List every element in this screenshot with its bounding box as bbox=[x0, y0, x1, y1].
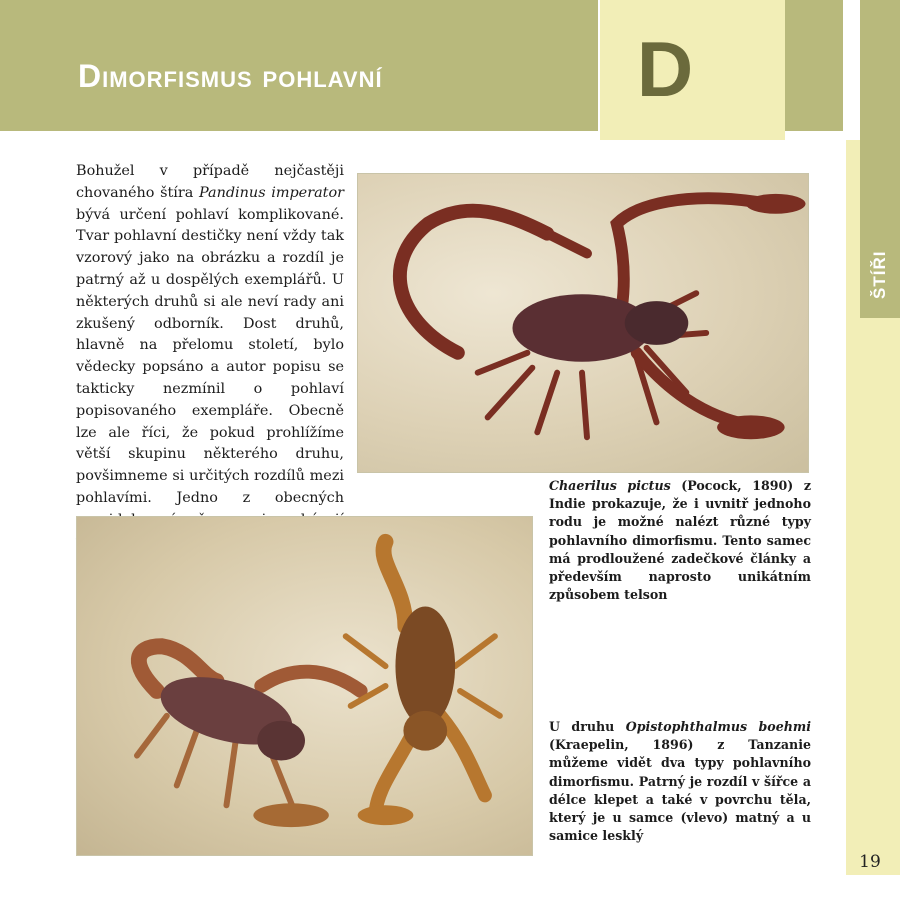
side-tab-label: ŠTÍŘI bbox=[870, 250, 889, 300]
page-number: 19 bbox=[859, 852, 881, 872]
photo-opistophthalmus-boehmi bbox=[76, 516, 533, 856]
body-paragraph bbox=[76, 161, 344, 575]
body-text-a: Bohužel v případě nejčastěji chovaného štíra bbox=[76, 163, 344, 201]
caption2-text: (Kraepelin, 1896) z Tanzanie můžeme vidět dva typy pohlavního dimorfismu. Patrný je rozdíl v šířce a délce klepet a také v povrchu těla, který je u samce (vlevo) matný a u samice lesklý bbox=[549, 737, 811, 844]
caption2-text-a: U druhu bbox=[549, 719, 626, 734]
page-title: Dimorfismus pohlavní bbox=[78, 58, 383, 94]
section-letter: D bbox=[636, 25, 694, 113]
caption1-text: (Pocock, 1890) z Indie prokazuje, že i uvnitř jednoho rodu je možné nalézt různé typy pohlavního dimorfismu. Tento samec má prodloužené zadečkové články a především naprosto unikátním způsobem telson bbox=[549, 478, 811, 603]
body-text-b: bývá určení pohlaví komplikované. Tvar pohlavní destičky není vždy tak vzorový jako na obrázku a rozdíl je patrný až u dospělých exemplářů. U některých druhů si ale neví rady ani zkušený odborník. Dost druhů, hlavně na přelomu století, bylo vědecky popsáno a autor popisu se takticky nezmínil o pohlaví popisovaného exempláře. Obecně lze ale říci, že pokud prohlížíme větší skupinu některého druhu, povšimneme si určitých rozdílů mezi pohlavími. Jedno z obecných bbox=[76, 206, 344, 506]
body-species: Pandinus imperator bbox=[198, 184, 344, 201]
photo-chaerilus-pictus bbox=[357, 173, 809, 473]
scorpion-illustration-1 bbox=[358, 174, 808, 472]
caption-opistophthalmus bbox=[549, 718, 811, 845]
section-letter-box bbox=[598, 0, 785, 140]
caption-chaerilus bbox=[549, 477, 811, 604]
scorpion-illustration-2 bbox=[77, 517, 532, 855]
caption1-species: Chaerilus pictus bbox=[549, 478, 671, 493]
caption2-species: Opistophthalmus boehmi bbox=[625, 719, 811, 734]
